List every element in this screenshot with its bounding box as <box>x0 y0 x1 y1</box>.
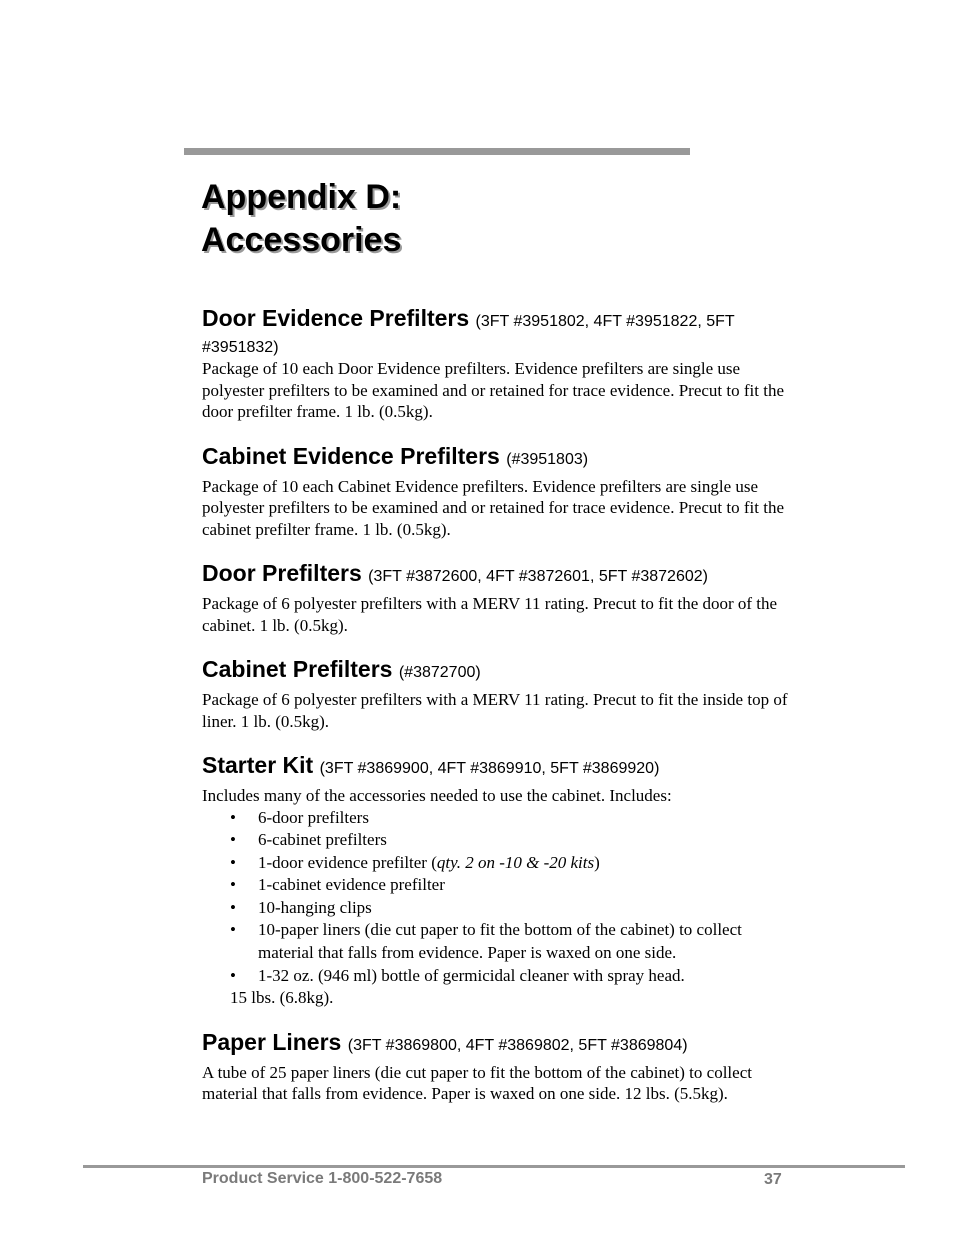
section-heading-text: Door Evidence Prefilters <box>202 305 470 331</box>
list-item <box>202 897 792 920</box>
section-body: Package of 10 each Cabinet Evidence prefilters. Evidence prefilters are single use polyester prefilters to be examined and or retained for trace evidence. Precut to fit the cabinet prefilter frame. 1 lb. (0.5kg). <box>202 476 785 539</box>
starter-kit-list <box>202 807 792 988</box>
content <box>202 306 792 1105</box>
list-item-text-after: ) <box>594 852 600 872</box>
section-heading-text: Paper Liners <box>202 1028 342 1055</box>
bullet-icon: • <box>230 875 236 895</box>
list-item <box>202 852 792 875</box>
list-item <box>202 874 792 897</box>
section-body: Package of 6 polyester prefilters with a MERV 11 rating. Precut to fit the door of the cabinet. 1 lb. (0.5kg). <box>202 594 778 635</box>
section-heading-text: Door Prefilters <box>202 560 362 586</box>
section-codes: (3FT #3951802, 4FT #3951822, 5FT #3951832) <box>202 313 735 356</box>
section-door-prefilters <box>202 560 792 636</box>
section-codes: (3FT #3869800, 4FT #3869802, 5FT #3869804) <box>347 1036 688 1054</box>
list-item <box>202 829 792 852</box>
bullet-icon: • <box>230 897 236 917</box>
section-cabinet-evidence-prefilters <box>202 443 792 541</box>
list-item-text: 10-paper liners (die cut paper to fit the bottom of the cabinet) to collect material that falls from evidence. Paper is waxed on one side. <box>258 920 742 963</box>
list-item-text: 6-cabinet prefilters <box>258 830 387 850</box>
footer-rule <box>83 1165 905 1168</box>
list-item-text: 1-32 oz. (946 ml) bottle of germicidal cleaner with spray head. <box>258 965 685 985</box>
bullet-icon: • <box>230 807 236 827</box>
section-starter-kit <box>202 752 792 1009</box>
section-codes: (#3951803) <box>506 450 589 468</box>
list-item-text: 6-door prefilters <box>258 807 369 827</box>
section-heading-text: Cabinet Prefilters <box>202 656 393 682</box>
section-heading-text: Starter Kit <box>202 752 314 778</box>
section-cabinet-prefilters <box>202 656 792 732</box>
section-body: Package of 6 polyester prefilters with a MERV 11 rating. Precut to fit the inside top of liner. 1 lb. (0.5kg). <box>202 690 788 731</box>
section-body: Package of 10 each Door Evidence prefilters. Evidence prefilters are single use polyester prefilters to be examined and or retained for trace evidence. Precut to fit the door prefilter frame. 1 lb. (0.5kg). <box>202 359 785 421</box>
footer-service-phone: Product Service 1-800-522-7658 <box>202 1170 443 1187</box>
section-body: Includes many of the accessories needed to use the cabinet. Includes: <box>202 786 672 805</box>
page-title <box>201 176 401 262</box>
section-codes: (3FT #3872600, 4FT #3872601, 5FT #3872602) <box>368 568 708 585</box>
list-item-text: 10-hanging clips <box>258 897 372 917</box>
list-item-text: 1-cabinet evidence prefilter <box>258 875 445 895</box>
starter-kit-weight: 15 lbs. (6.8kg). <box>230 988 334 1008</box>
top-rule <box>184 148 690 155</box>
page-number: 37 <box>764 1171 782 1188</box>
section-door-evidence-prefilters <box>202 306 792 423</box>
section-codes: (#3872700) <box>398 664 481 681</box>
bullet-icon: • <box>230 852 236 872</box>
list-item-text: 1-door evidence prefilter ( <box>258 852 437 872</box>
section-heading <box>202 656 792 686</box>
section-heading <box>202 560 792 590</box>
list-item <box>202 965 792 988</box>
list-item-note: qty. 2 on -10 & -20 kits <box>436 852 595 872</box>
bullet-icon: • <box>230 920 236 940</box>
list-item <box>202 919 792 964</box>
title-line-2: Accessories <box>201 221 402 259</box>
section-codes: (3FT #3869900, 4FT #3869910, 5FT #3869920) <box>319 760 660 777</box>
section-paper-liners <box>202 1029 792 1105</box>
list-item <box>202 807 792 830</box>
bullet-icon: • <box>230 965 236 985</box>
section-heading-text: Cabinet Evidence Prefilters <box>202 442 500 469</box>
bullet-icon: • <box>230 830 236 850</box>
section-heading <box>202 306 792 358</box>
section-heading <box>202 443 792 473</box>
section-body: A tube of 25 paper liners (die cut paper to fit the bottom of the cabinet) to collect material that falls from evidence. Paper is waxed on one side. 12 lbs. (5.5kg). <box>202 1062 752 1104</box>
section-heading <box>202 752 792 782</box>
title-line-1: Appendix D: <box>201 178 402 216</box>
section-heading <box>202 1029 792 1059</box>
